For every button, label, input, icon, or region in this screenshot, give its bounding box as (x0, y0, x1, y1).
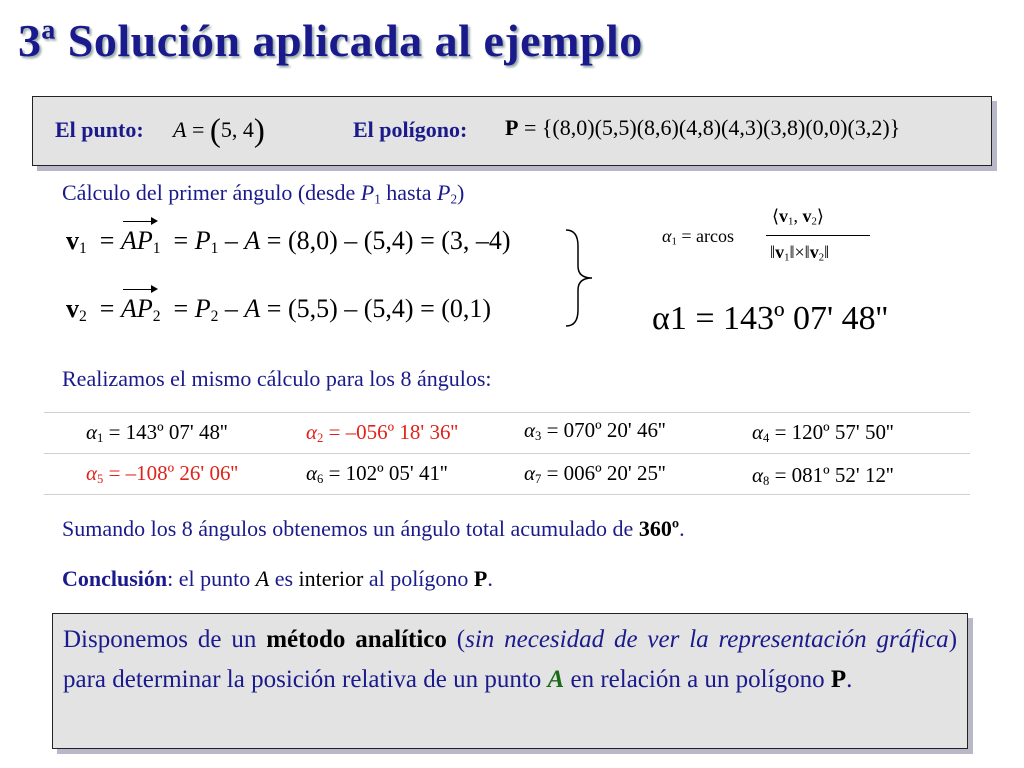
conclusion-text-2: es (274, 566, 294, 591)
summary-text-5: . (846, 666, 853, 693)
summary-text-1: Disponemos de un (63, 626, 257, 653)
angle-alpha8-value: = 081º 52' 12'' (774, 463, 894, 487)
point-label: El punto: (55, 117, 144, 142)
conclusion-text-3: al polígono (368, 566, 469, 591)
angle-alpha6-value: = 102º 05' 41'' (328, 461, 448, 485)
same-calculation-text: Realizamos el mismo cálculo para los 8 ángulos: (62, 366, 492, 391)
angle-alpha5-value: = –108º 26' 06'' (108, 461, 239, 485)
angle-alpha7-value: = 006º 20' 25'' (546, 461, 666, 485)
angle-alpha1: $\alpha_1$ = 143º 07' 48'' (86, 420, 228, 446)
angle-alpha7: $\alpha_7$ = 006º 20' 25'' (524, 461, 666, 487)
curly-brace (562, 228, 596, 328)
summary-text-4: en relación a un polígono (570, 666, 825, 693)
sum-statement: Sumando los 8 ángulos obtenemos un ángulo total acumulado de 360º. (62, 516, 685, 541)
summary-text-3: ) para determinar la posición relativa de un punto (63, 626, 958, 693)
conclusion-point: A (255, 566, 270, 591)
vector-v2-equation: $v_2 = AP_2 = P_2 - A = (5,5) - (5,4) = (0,1)$ (66, 294, 492, 325)
v1-result: = (8,0) – (5,4) = (3, –4) (266, 226, 511, 255)
angle-alpha6: $\alpha_6$ = 102º 05' 41'' (306, 461, 448, 487)
conclusion-polygon: P (473, 566, 488, 591)
summary-bold-method: método analítico (266, 626, 447, 653)
polygon-label: El polígono: (353, 117, 468, 142)
vector-v1-equation: $v_1 = AP_1 = P_1 - A = (8,0) - (5,4) = (3$, –4) (66, 226, 511, 257)
table-mid-border (44, 453, 970, 454)
summary-box (52, 613, 968, 749)
angle-alpha5: $\alpha_5$ = –108º 26' 06'' (86, 461, 239, 487)
angle-alpha8: $\alpha_8$ = 081º 52' 12'' (752, 463, 894, 489)
sum-value: 360º (638, 516, 680, 541)
summary-polygon: P (830, 666, 847, 693)
conclusion-interior: interior (298, 566, 364, 591)
summary-point: A (547, 666, 565, 693)
angle-alpha3-value: = 070º 20' 46'' (546, 418, 666, 442)
angle-alpha4-value: = 120º 57' 50'' (774, 420, 894, 444)
slide-title: 3ª Solución aplicada al ejemplo (18, 15, 643, 66)
conclusion-text-1: : el punto (167, 566, 251, 591)
angle-alpha2: $\alpha_2$ = –056º 18' 36'' (306, 420, 459, 446)
conclusion-statement: Conclusión: el punto A es interior al polígono P. (62, 566, 493, 591)
point-expression: A = (5, 4) (173, 112, 265, 149)
polygon-vertices: = {(8,0)(5,5)(8,6)(4,8)(4,3)(3,8)(0,0)(3,2)} (523, 115, 901, 140)
polygon-expression (505, 115, 900, 141)
table-bottom-border (44, 494, 970, 495)
polygon-symbol: P (505, 115, 519, 140)
angle-alpha2-value: = –056º 18' 36'' (328, 420, 459, 444)
definition-box (32, 96, 992, 166)
angle-alpha1-value: = 143º 07' 48'' (108, 420, 228, 444)
conclusion-label: Conclusión (62, 566, 168, 591)
alpha1-result: α1 = 143º 07' 48'' (652, 300, 888, 337)
angle-alpha4: $\alpha_4$ = 120º 57' 50'' (752, 420, 894, 446)
v2-result: = (5,5) – (5,4) = (0,1) (266, 294, 492, 323)
table-top-border (44, 412, 970, 413)
summary-text-2: ( (456, 626, 466, 653)
sum-text: Sumando los 8 ángulos obtenemos un ángulo total acumulado de (62, 516, 634, 541)
angle-alpha3: $\alpha_3$ = 070º 20' 46'' (524, 418, 666, 444)
summary-italic: sin necesidad de ver la representación gráfica (465, 626, 949, 653)
first-angle-intro: Cálculo del primer ángulo (desde $P_1$ hasta $P_2$) (62, 180, 465, 207)
arccos-formula: $\alpha_1 = arcos$ $⟨v_1$, $v_2⟩$ $‖v_1‖\times‖v_2‖$ (662, 206, 882, 276)
